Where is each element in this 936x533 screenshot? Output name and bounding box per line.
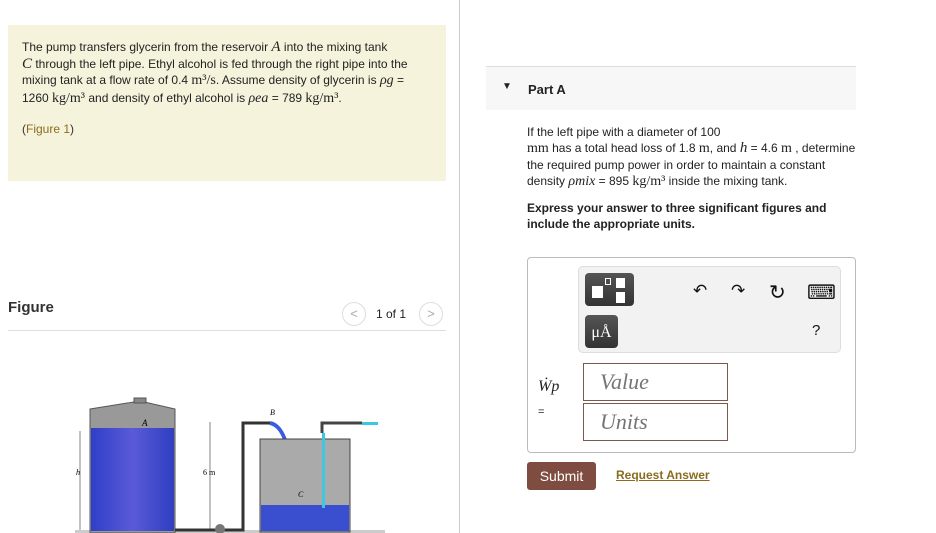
part-title: Part A [528, 82, 566, 97]
text: has a total head loss of 1.8 [548, 141, 699, 155]
next-figure-button[interactable]: > [419, 302, 443, 326]
panel-divider[interactable] [459, 0, 460, 533]
answer-box [527, 257, 856, 453]
templates-button[interactable] [585, 273, 634, 306]
pump-tank-diagram [70, 395, 390, 533]
redo-icon[interactable]: ↷ [731, 281, 746, 300]
unit: m [698, 141, 710, 156]
figure-header [8, 296, 446, 331]
text: = 4.6 [747, 141, 782, 155]
label-a: A [142, 418, 148, 428]
label-c: C [298, 490, 304, 499]
text: , determine the required pump power in order to maintain a constant density [527, 141, 856, 188]
variable-label: Ẇp [538, 378, 560, 395]
keyboard-icon[interactable]: ⌨ [807, 282, 836, 304]
value-input[interactable] [583, 363, 728, 401]
rho-mix: ρmix [568, 174, 596, 189]
figure-title: Figure [8, 299, 54, 316]
submit-button[interactable]: Submit [527, 462, 596, 490]
help-icon[interactable]: ? [812, 322, 821, 339]
problem-statement [8, 25, 446, 181]
text: = 1260 [22, 73, 405, 105]
var-h: h [739, 140, 748, 156]
units-button[interactable]: μÅ [585, 315, 618, 348]
text: = 789 [268, 90, 306, 105]
label-6m: 6 m [203, 468, 216, 477]
unit: kg/m³ [305, 90, 339, 106]
undo-icon[interactable]: ↶ [693, 281, 708, 300]
text: and density of ethyl alcohol is [85, 90, 249, 105]
var-a: A [271, 39, 281, 55]
part-a-header[interactable] [486, 66, 856, 110]
var-c: C [22, 55, 33, 72]
text: . Assume density of glycerin is [215, 73, 380, 87]
unit: kg/m³ [632, 174, 666, 189]
template-icon [592, 286, 603, 298]
text: into the mixing tank [280, 40, 388, 54]
unit: mm [527, 141, 549, 156]
text: If the left pipe with a diameter of 100 [527, 125, 721, 139]
template-icon [605, 278, 611, 285]
instructions: Express your answer to three significant figures and include the appropriate units. [527, 201, 827, 231]
question-text [527, 124, 859, 232]
text: inside the mixing tank. [665, 174, 788, 188]
unit: m [781, 141, 792, 156]
figure-counter: 1 of 1 [376, 307, 407, 321]
prev-figure-button[interactable]: < [342, 302, 366, 326]
request-answer-link[interactable]: Request Answer [616, 468, 710, 482]
rho-g: ρg [379, 73, 394, 88]
text: = 895 [595, 174, 633, 188]
text: , and [709, 141, 740, 155]
label-b: B [270, 408, 275, 417]
reset-icon[interactable]: ↻ [769, 282, 786, 304]
text: The pump transfers glycerin from the reservoir [22, 40, 272, 54]
fraction-icon [616, 278, 625, 303]
text: through the left pipe. Ethyl alcohol is fed through the right pipe into the mixing tank at a flow rate of 0.4 [22, 56, 408, 87]
paren: ( [22, 122, 26, 136]
figure-link[interactable]: Figure 1 [26, 122, 71, 136]
label-h: h [76, 468, 80, 477]
equals-sign: = [538, 406, 545, 418]
figure-ref [22, 121, 432, 138]
rho-ea: ρea [248, 90, 269, 106]
math-toolbar [578, 266, 841, 353]
text: . [338, 90, 342, 105]
paren: ) [70, 122, 75, 136]
collapse-icon[interactable]: ▼ [502, 81, 512, 92]
unit: kg/m³ [52, 90, 86, 106]
unit: m³/s [191, 73, 216, 88]
units-input[interactable] [583, 403, 728, 441]
